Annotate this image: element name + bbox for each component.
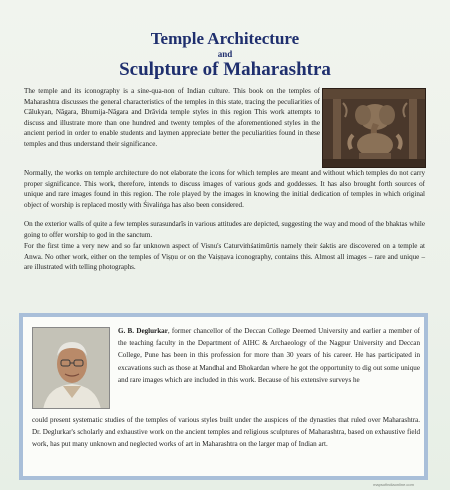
intro-paragraph: The temple and its iconography is a sine-qua-non of Indian culture. This book on the temples of Maharashtra discusses the general characteristics of the temples in this state, tracing the peculiarities of Cālukyan, Nāgara, Bhumija-Nāgara and Drāvida temple styles in this region This work attempts to discuss and illustrate more than one hundred and twenty temples of the aforementioned styles in the ancient period in order to enable students and laymen appreciate better the peculiarities found in these temples and thus understand their significance.: [24, 87, 320, 148]
author-bio-first: , former chancellor of the Deccan College Deemed University and earlier a member of the teaching faculty in the Department of AIHC & Archaeology of the Nagpur University and Deccan College, Pune has been in this profession for more than 30 years of his career. He has participated in excavations such as those at Mandhal and Bhokardan where he got the opportunity to dig out some unique and rare images which are included in this work. Because of his extensive surveys he: [118, 327, 421, 384]
author-name: G. B. Deglurkar: [118, 327, 168, 335]
ganesha-sculpture-image: [322, 88, 426, 168]
author-bio-intro: [118, 325, 420, 386]
author-bio-rest: could present systematic studies of the temples of various styles built under the auspices of the dynasties that ruled over Maharashtra. Dr. Deglurkar's scholarly and exhaustive work on the ancient temples and religious sculptures of Maharashtra, based on exhaustive field work, has put many unknown and neglected works of art in Maharashtra on the larger map of Indian art.: [32, 416, 420, 449]
title-line-2: Sculpture of Maharashtra: [119, 59, 331, 80]
surasundari-paragraph: On the exterior walls of quite a few temples surasundarīs in various attitudes are depicted, suggesting the way and mood of the bhaktas while going to offer worship to god in the sanctum.: [24, 220, 425, 239]
author-portrait: [33, 328, 110, 409]
visnu-paragraph: For the first time a very new and so far unknown aspect of Visnu's Caturviṁśatimūrtis namely their śaktis are discovered on a temple at Anwa. No other work, either on the temples of Viṣṇu or on the Vaiṣṇava iconography, contains this. Almost all images – rare and unique – are illustrated with telling photographs.: [24, 242, 425, 272]
sculpture-illustration: [323, 89, 426, 168]
title-and: and: [217, 49, 233, 59]
author-photo: [32, 327, 110, 409]
watermark: mapsofindiaonline.com: [373, 482, 414, 487]
icons-paragraph: Normally, the works on temple architecture do not elaborate the icons for which temples are meant and without which temples do not carry proper significance. This work, therefore, intends to discuss images of various gods and goddesses. It has also brought forth sources of unique and rare images found in this region. The role played by the images in knowing the initial dedication of temples in which original object of worship is replaced mostly with Śivaliṅga has also been considered.: [24, 169, 425, 209]
author-bio-box: [19, 313, 428, 480]
title-line-1: Temple Architecture: [150, 29, 300, 48]
